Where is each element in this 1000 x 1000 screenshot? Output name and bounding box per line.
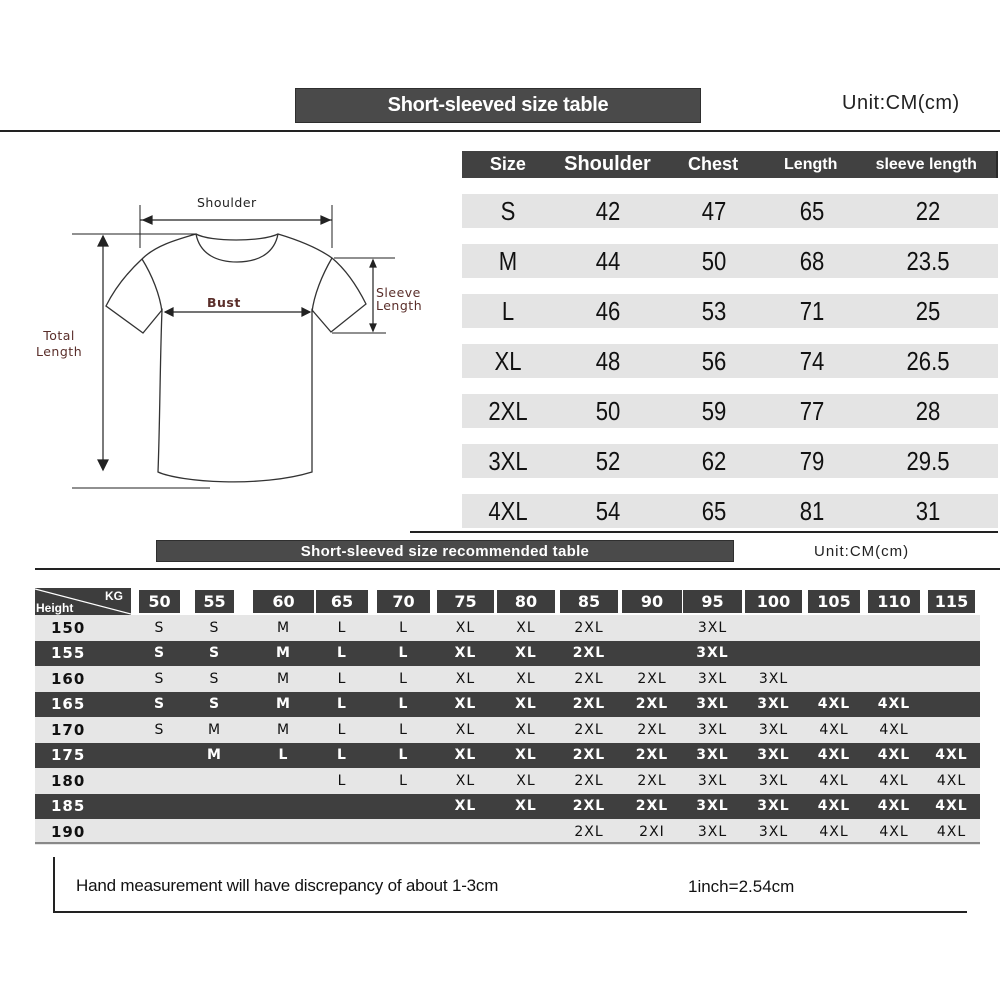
size-table-header [462,151,998,178]
weight-header-8: 90 [622,590,682,613]
size-table [462,151,998,528]
size-cell: XL [454,747,477,764]
size-cell [135,768,184,794]
size-cell: XL [516,670,536,687]
table-row [35,666,980,692]
height-cell: 180 [51,771,86,790]
size-cell: XL [455,619,476,636]
size-cell: 2XL [572,747,606,764]
table-row [35,794,980,820]
col-chest: Chest [688,154,739,174]
weight-header-2: 60 [253,590,314,613]
size-cell [924,641,979,667]
size-cell [618,641,686,667]
height-cell: 160 [51,669,86,688]
cell-shoulder: 50 [595,395,621,426]
size-cell: S [154,670,165,687]
cell-size: 3XL [488,445,528,476]
table-row [35,692,980,718]
weight-header-9: 95 [683,590,742,613]
size-cell: 2XL [572,645,606,662]
size-cell [433,819,498,845]
sleeve-length-line1: Sleeve [376,285,421,300]
size-cell: XL [455,772,476,789]
size-cell [312,794,372,820]
total-length-line1: Total [43,328,75,343]
size-cell: 3XL [757,798,790,815]
size-cell: 3XL [697,721,728,738]
size-cell: 4XL [877,696,911,713]
cell-length: 81 [799,495,825,526]
table-row [35,819,980,845]
table-row [462,494,998,528]
cell-size: 2XL [488,395,528,426]
size-cell: 2XL [574,619,604,636]
unit-label: Unit:CM(cm) [842,92,960,114]
table-row [462,444,998,478]
total-length-line2: Length [36,344,83,359]
recommended-rows [35,615,980,845]
cell-size: L [501,295,515,326]
shoulder-label: Shoulder [197,195,257,210]
weight-header-12: 110 [868,590,920,613]
corner-cell [35,588,131,615]
cell-shoulder: 44 [595,245,621,276]
table-row [462,244,998,278]
size-cell: L [398,696,409,713]
size-cell: M [207,747,222,764]
size-cell: 2XL [574,772,604,789]
size-cell: L [337,721,347,738]
table-row [462,344,998,378]
col-size: Size [489,154,526,174]
cell-size: 4XL [488,495,528,526]
cell-shoulder: 46 [595,295,621,326]
size-cell: XL [455,721,476,738]
size-cell: S [209,670,220,687]
size-cell: XL [516,772,536,789]
size-cell: 3XL [697,670,728,687]
table-row [35,743,980,769]
size-cell: 3XL [696,798,729,815]
note-border [53,911,967,913]
measurement-note: Hand measurement will have discrepancy of about 1-3cm [76,876,499,895]
cell-length: 65 [799,195,825,226]
size-cell [864,615,924,641]
size-cell: S [154,619,165,636]
divider [410,531,998,533]
size-cell [191,794,238,820]
cell-sleeve: 23.5 [906,245,950,276]
size-cell [804,615,864,641]
size-cell: 4XL [819,772,849,789]
height-cell: 155 [51,644,86,663]
size-cell [373,819,434,845]
size-cell: 3XL [758,721,789,738]
divider [0,130,1000,132]
recommended-table-title: Short-sleeved size recommended table [156,540,734,562]
size-cell: 4XL [817,747,851,764]
size-cell: 3XL [697,619,728,636]
cell-size: S [500,195,516,226]
size-cell: L [337,747,347,764]
weight-header-5: 75 [437,590,494,613]
size-cell [804,666,864,692]
sleeve-length-label [376,286,422,312]
size-cell: 2XL [574,823,604,840]
size-cell: S [153,645,166,662]
weight-header-11: 105 [808,590,860,613]
size-cell [135,743,184,769]
size-cell [924,692,979,718]
size-cell: L [399,721,408,738]
size-cell: M [276,619,291,636]
cell-length: 74 [799,345,825,376]
size-cell: L [337,645,347,662]
size-cell: 2XL [637,772,667,789]
size-cell: 3XL [757,696,790,713]
size-cell: 3XL [758,670,789,687]
size-cell: 2XL [572,798,606,815]
cell-sleeve: 22 [915,195,941,226]
size-cell [191,768,238,794]
size-cell: S [208,645,221,662]
recommended-table [35,588,980,845]
size-cell: 2XL [574,721,604,738]
size-cell: 2XL [635,747,669,764]
size-cell [804,641,864,667]
cell-length: 71 [799,295,825,326]
size-cell [741,641,806,667]
size-cell [312,819,372,845]
t-shirt-diagram [0,180,450,500]
size-cell: S [209,619,220,636]
note-border [53,857,55,913]
cell-chest: 59 [701,395,727,426]
size-cell: 3XL [757,747,790,764]
table-row [35,717,980,743]
weight-header-6: 80 [497,590,555,613]
kg-label: KG [105,589,123,603]
cell-chest: 65 [701,495,727,526]
size-cell [924,666,979,692]
cell-chest: 50 [701,245,727,276]
cell-sleeve: 25 [915,295,941,326]
cell-chest: 53 [701,295,727,326]
table-row [462,294,998,328]
size-cell: L [337,619,347,636]
cell-shoulder: 48 [595,345,621,376]
size-cell: L [337,670,347,687]
cell-shoulder: 54 [595,495,621,526]
size-cell: 3XL [696,645,729,662]
size-cell: XL [516,619,536,636]
size-cell [924,615,979,641]
height-cell: 150 [51,618,86,637]
col-shoulder: Shoulder [564,153,651,175]
size-cell: M [276,721,291,738]
size-cell: 2XI [639,823,665,840]
size-cell: 2XL [637,721,667,738]
size-cell: 2XL [572,696,606,713]
cell-size: M [498,245,518,276]
size-cell [924,717,979,743]
cell-length: 79 [799,445,825,476]
size-cell: 4XL [879,823,909,840]
size-cell: XL [454,696,477,713]
cell-sleeve: 31 [915,495,941,526]
size-cell [249,819,318,845]
size-cell: 3XL [697,823,728,840]
size-cell [864,666,924,692]
size-cell: S [154,721,165,738]
size-cell: 2XL [637,670,667,687]
size-cell [249,794,318,820]
table-row [35,768,980,794]
size-cell: 4XL [936,823,967,840]
size-cell: M [276,670,291,687]
weight-header-row [35,588,980,615]
size-cell: 4XL [936,772,967,789]
weight-header-7: 85 [560,590,618,613]
col-length: Length [784,155,838,173]
size-cell: L [278,747,289,764]
unit-label: Unit:CM(cm) [814,543,910,560]
weight-header-3: 65 [316,590,368,613]
size-cell: 3XL [696,696,729,713]
size-cell: L [399,670,408,687]
size-cell: L [337,772,347,789]
size-cell: 4XL [817,696,851,713]
size-cell [373,794,434,820]
size-cell: 2XL [574,670,604,687]
size-cell: L [399,772,408,789]
height-label: Height [36,601,74,615]
size-cell [249,768,318,794]
divider [35,842,980,844]
inch-conversion: 1inch=2.54cm [688,877,795,896]
weight-header-10: 100 [745,590,802,613]
size-cell: XL [515,747,537,764]
cell-size: XL [494,345,522,376]
col-sleeve-length: sleeve length [875,155,977,173]
size-cell: 2XL [635,798,669,815]
weight-header-1: 55 [195,590,234,613]
size-cell: L [337,696,347,713]
size-cell: 4XL [879,721,909,738]
size-cell [135,819,184,845]
cell-sleeve: 29.5 [906,445,950,476]
sleeve-length-line2: Length [376,298,423,313]
size-cell: 3XL [696,747,729,764]
cell-chest: 47 [701,195,727,226]
size-cell: S [153,696,166,713]
table-row [35,615,980,641]
size-cell: 4XL [819,823,849,840]
height-cell: 165 [51,695,86,714]
cell-shoulder: 42 [595,195,621,226]
size-cell: L [398,645,409,662]
size-cell: XL [455,670,476,687]
size-cell: 3XL [758,823,789,840]
size-cell: L [399,619,408,636]
size-cell: 3XL [758,772,789,789]
cell-chest: 56 [701,345,727,376]
size-cell: M [207,721,222,738]
size-cell [618,615,686,641]
height-cell: 170 [51,720,86,739]
cell-length: 68 [799,245,825,276]
size-cell: 4XL [935,798,968,815]
size-cell: M [276,696,291,713]
size-cell: 4XL [877,747,911,764]
cell-sleeve: 28 [915,395,941,426]
size-cell [191,819,238,845]
size-cell [493,819,559,845]
size-cell: 4XL [879,772,909,789]
size-cell: XL [454,798,477,815]
cell-length: 77 [799,395,825,426]
size-cell: XL [516,721,536,738]
size-table-title: Short-sleeved size table [295,88,701,123]
size-cell [864,641,924,667]
cell-chest: 62 [701,445,727,476]
size-cell [741,615,806,641]
height-cell: 190 [51,822,86,841]
size-cell: S [208,696,221,713]
size-cell: 4XL [935,747,968,764]
weight-header-0: 50 [139,590,180,613]
size-cell: XL [454,645,477,662]
height-cell: 185 [51,797,86,816]
size-cell: M [276,645,291,662]
size-cell: XL [515,798,537,815]
cell-sleeve: 26.5 [906,345,950,376]
total-length-label [36,328,82,360]
size-cell: 4XL [877,798,911,815]
weight-header-4: 70 [377,590,430,613]
table-row [462,394,998,428]
size-cell: 3XL [697,772,728,789]
divider [35,568,1000,570]
size-cell: 4XL [817,798,851,815]
size-cell: XL [515,696,537,713]
table-row [462,194,998,228]
size-cell: 4XL [819,721,849,738]
cell-shoulder: 52 [595,445,621,476]
table-row [35,641,980,667]
size-cell: XL [515,645,537,662]
bust-label: Bust [207,295,241,310]
size-cell [135,794,184,820]
weight-header-13: 115 [928,590,975,613]
size-cell: L [398,747,409,764]
size-cell: 2XL [635,696,669,713]
height-cell: 175 [51,746,86,765]
